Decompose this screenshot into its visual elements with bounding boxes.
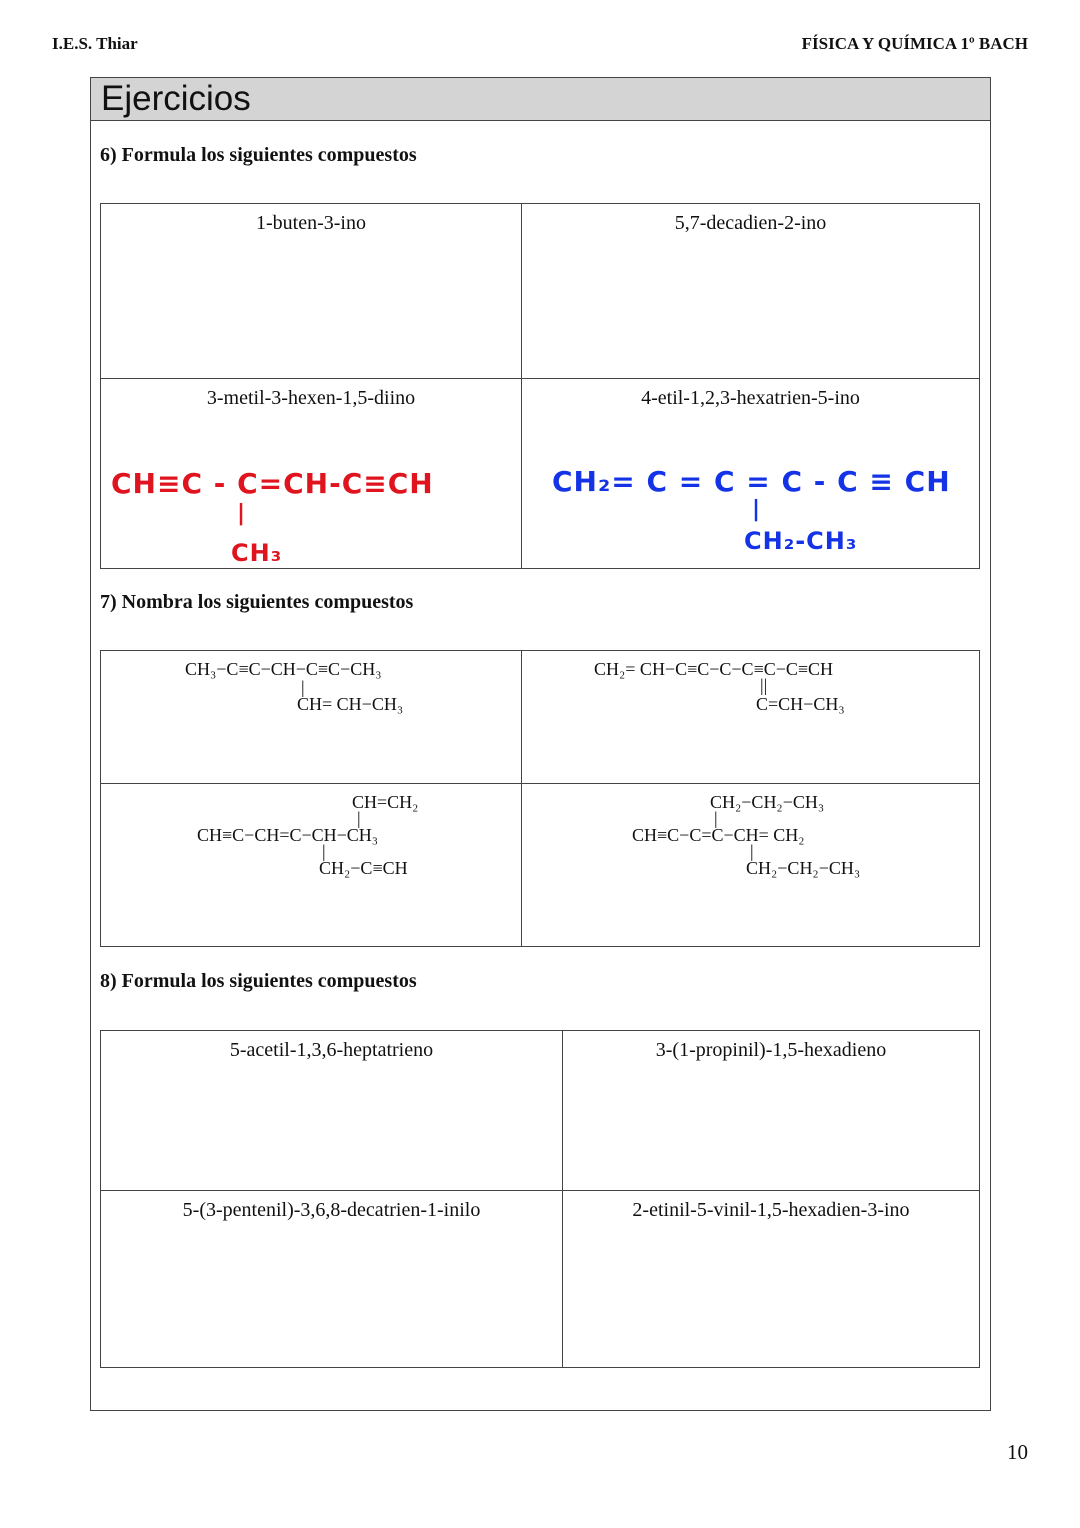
subject-title: FÍSICA Y QUÍMICA 1º BACH <box>801 34 1028 53</box>
bond-line: | <box>237 501 247 526</box>
bond-line: | <box>322 841 326 861</box>
compound-name: 5,7-decadien-2-ino <box>674 212 827 234</box>
exercise-6-heading: 6) Formula los siguientes compuestos <box>100 144 417 166</box>
cell <box>101 1031 563 1191</box>
compound-name: 5-acetil-1,3,6-heptatrieno <box>229 1039 434 1061</box>
cell <box>101 379 522 569</box>
exercise-8-heading: 8) Formula los siguientes compuestos <box>100 970 417 992</box>
formula-main: CH≡C−C=C−CH= CH₂ <box>632 825 805 845</box>
formula-branch: CH=CH₂ <box>352 792 419 812</box>
formula-branch: CH₂−CH₂−CH₃ <box>710 792 825 812</box>
bond-line: | <box>752 497 762 522</box>
cell <box>101 784 522 947</box>
exercise-7-heading: 7) Nombra los siguientes compuestos <box>100 591 414 613</box>
school-name: I.E.S. Thiar <box>52 34 138 53</box>
title-bar <box>91 78 990 121</box>
exercise-7-table <box>100 650 980 947</box>
handwritten-answer: CH₂= C = C = C - C ≡ CH <box>552 465 951 498</box>
bond-line: | <box>750 841 754 861</box>
compound-name: 5-(3-pentenil)-3,6,8-decatrien-1-inilo <box>182 1199 481 1221</box>
section-title: Ejercicios <box>101 79 251 118</box>
cell <box>101 1191 563 1368</box>
formula-branch: CH= CH−CH₃ <box>297 694 404 714</box>
cell <box>101 651 522 784</box>
formula-branch: C=CH−CH₃ <box>756 694 845 714</box>
compound-name: 2-etinil-5-vinil-1,5-hexadien-3-ino <box>632 1199 910 1221</box>
exercise-6-table <box>100 203 980 569</box>
bond-line: || <box>760 675 768 695</box>
cell <box>101 204 522 379</box>
bond-line: | <box>357 808 361 828</box>
formula-main: CH₃−C≡C−CH−C≡C−CH₃ <box>185 659 382 679</box>
bond-line: | <box>301 677 305 697</box>
cell <box>563 1031 980 1191</box>
formula-main: CH≡C−CH=C−CH−CH₃ <box>197 825 379 845</box>
formula-branch: CH₂−CH₂−CH₃ <box>746 858 861 878</box>
cell <box>563 1191 980 1368</box>
formula-main: CH₂= CH−C≡C−C−C≡C−C≡CH <box>594 659 834 679</box>
handwritten-answer: CH≡C - C=CH-C≡CH <box>111 467 434 500</box>
compound-name: 3-metil-3-hexen-1,5-diino <box>206 387 416 409</box>
cell <box>522 651 980 784</box>
cell <box>522 204 980 379</box>
compound-name: 1-buten-3-ino <box>256 212 366 234</box>
cell <box>522 784 980 947</box>
formula-branch: CH₂−C≡CH <box>319 858 408 878</box>
page-number: 10 <box>1007 1440 1028 1464</box>
compound-name: 4-etil-1,2,3-hexatrien-5-ino <box>641 387 860 409</box>
exercise-8-table <box>100 1030 980 1368</box>
handwritten-branch: CH₃ <box>231 539 283 567</box>
compound-name: 3-(1-propinil)-1,5-hexadieno <box>655 1039 887 1061</box>
handwritten-branch: CH₂-CH₃ <box>744 527 858 555</box>
cell <box>522 379 980 569</box>
bond-line: | <box>714 808 718 828</box>
